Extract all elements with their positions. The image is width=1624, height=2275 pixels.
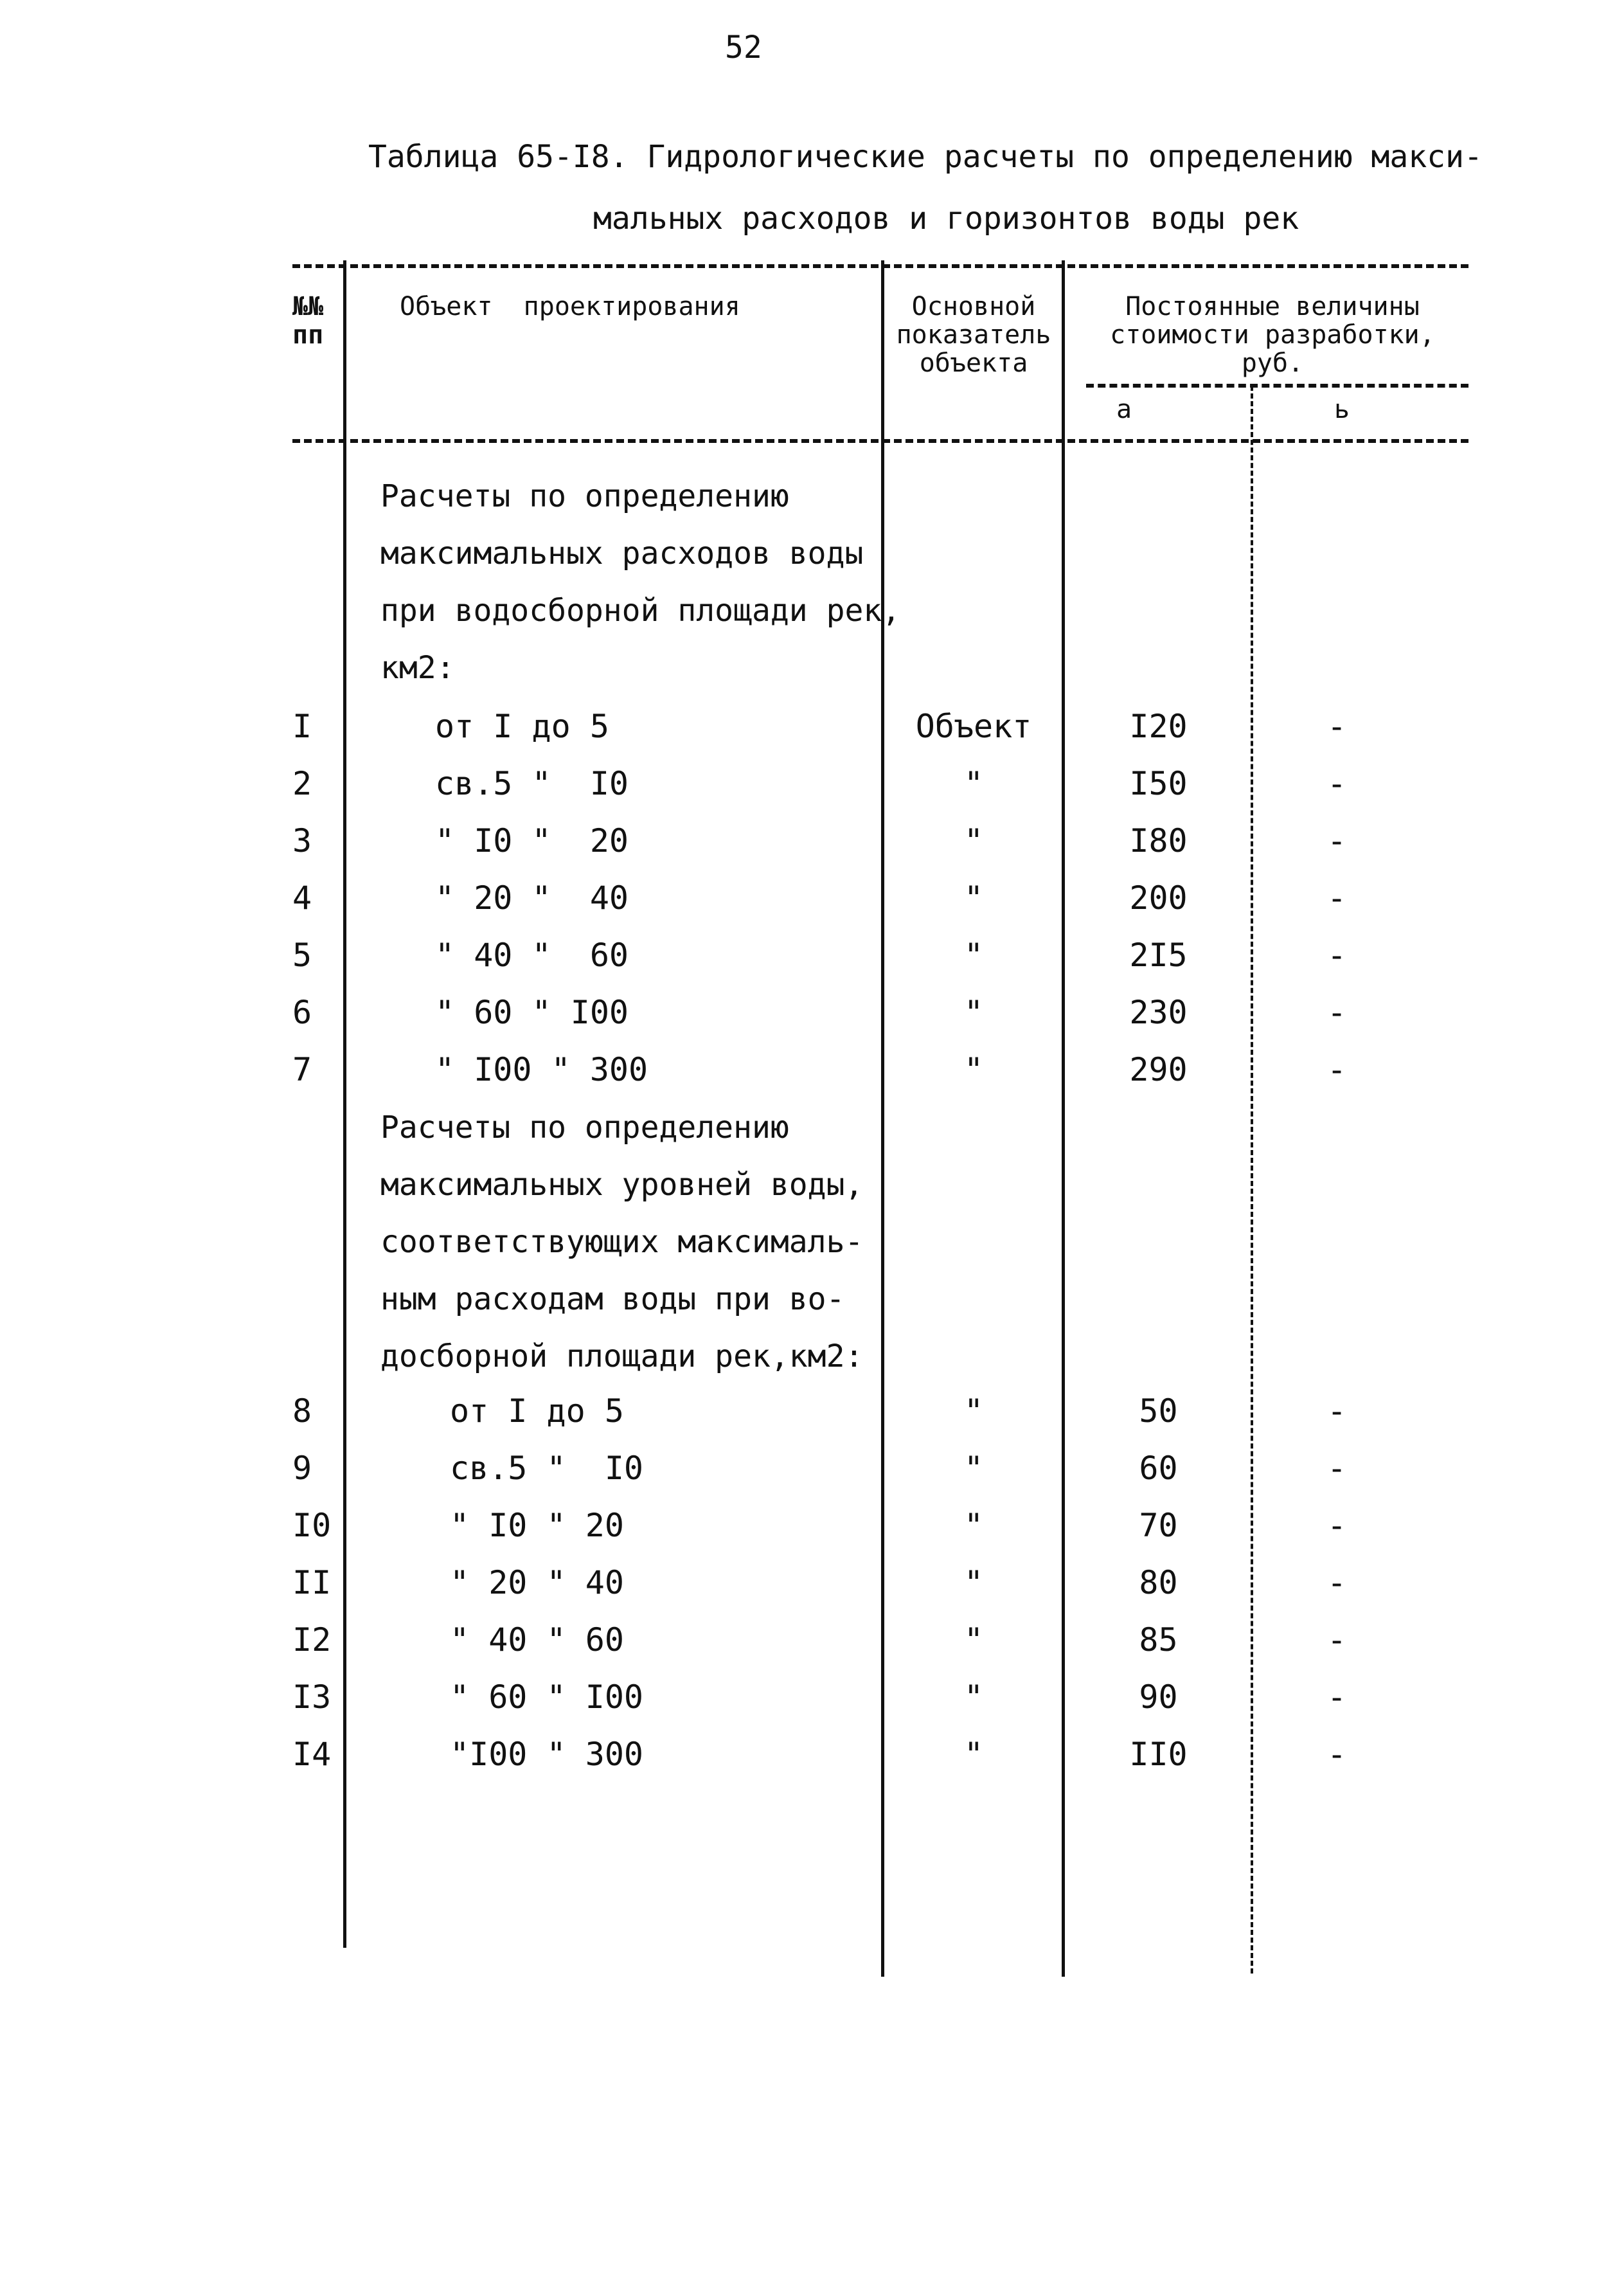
cell-a: I20 xyxy=(1129,708,1188,745)
cell-object: " I0 " 20 xyxy=(435,822,629,859)
cell-b: - xyxy=(1326,1736,1347,1773)
header-col-a: а xyxy=(1116,395,1132,424)
cell-a: 290 xyxy=(1129,1051,1188,1088)
column-divider-4 xyxy=(1251,386,1253,1974)
cell-a: 60 xyxy=(1139,1450,1178,1487)
cell-b: - xyxy=(1326,708,1347,745)
cell-a: 70 xyxy=(1139,1507,1178,1544)
cell-b: - xyxy=(1326,1507,1347,1544)
cell-b: - xyxy=(1326,937,1347,974)
cell-indicator: " xyxy=(963,1450,984,1487)
cell-num: I0 xyxy=(292,1507,332,1544)
column-divider-1 xyxy=(343,260,346,1948)
cell-indicator: " xyxy=(963,1678,984,1716)
cell-object: от I до 5 xyxy=(450,1392,624,1430)
cell-b: - xyxy=(1326,822,1347,859)
table-title-line-2: мальных расходов и горизонтов воды рек xyxy=(593,201,1299,237)
cell-num: 3 xyxy=(292,822,312,859)
cell-num: 9 xyxy=(292,1450,312,1487)
cell-num: 5 xyxy=(292,937,312,974)
cell-indicator: " xyxy=(963,1051,984,1088)
cell-a: 2I5 xyxy=(1129,937,1188,974)
cell-object: "I00 " 300 xyxy=(450,1736,644,1773)
cell-object: св.5 " I0 xyxy=(450,1450,644,1487)
header-cost: Постоянные величины стоимости разработки, руб. xyxy=(1110,292,1435,378)
cell-indicator: " xyxy=(963,937,984,974)
cell-object: " 40 " 60 xyxy=(435,937,629,974)
header-col-b: ь xyxy=(1334,395,1350,424)
cell-a: I50 xyxy=(1129,765,1188,802)
cell-num: 4 xyxy=(292,879,312,917)
cell-a: 50 xyxy=(1139,1392,1178,1430)
cell-object: св.5 " I0 xyxy=(435,765,629,802)
cell-num: I xyxy=(292,708,312,745)
cell-indicator: " xyxy=(963,1736,984,1773)
cell-num: 2 xyxy=(292,765,312,802)
cell-a: 90 xyxy=(1139,1678,1178,1716)
cell-b: - xyxy=(1326,1621,1347,1659)
header-object: Объект проектирования xyxy=(400,292,740,321)
table-top-rule xyxy=(292,264,1468,268)
cell-indicator: " xyxy=(963,879,984,917)
cell-object: " I00 " 300 xyxy=(435,1051,648,1088)
cell-indicator: " xyxy=(963,1564,984,1601)
cell-a: 85 xyxy=(1139,1621,1178,1659)
cell-num: I4 xyxy=(292,1736,332,1773)
page-number: 52 xyxy=(725,30,762,66)
cell-num: 8 xyxy=(292,1392,312,1430)
cell-a: 230 xyxy=(1129,994,1188,1031)
cell-num: 6 xyxy=(292,994,312,1031)
table-title-line-1: Таблица 65-I8. Гидрологические расчеты по определению макси- xyxy=(368,139,1483,175)
cell-a: 80 xyxy=(1139,1564,1178,1601)
cell-b: - xyxy=(1326,1564,1347,1601)
section-heading-1: Расчеты по определению максимальных расходов воды при водосборной площади рек, км2: xyxy=(380,478,901,686)
cell-object: от I до 5 xyxy=(435,708,609,745)
header-num: №№ пп xyxy=(292,292,324,350)
cell-indicator: " xyxy=(963,822,984,859)
cell-indicator: " xyxy=(963,1621,984,1659)
header-indicator: Основной показатель объекта xyxy=(896,292,1051,378)
cell-object: " 20 " 40 xyxy=(435,879,629,917)
cell-b: - xyxy=(1326,1392,1347,1430)
cell-b: - xyxy=(1326,1051,1347,1088)
cell-indicator: " xyxy=(963,994,984,1031)
cell-object: " 40 " 60 xyxy=(450,1621,624,1659)
cell-object: " I0 " 20 xyxy=(450,1507,624,1544)
cell-num: I3 xyxy=(292,1678,332,1716)
cell-a: I80 xyxy=(1129,822,1188,859)
cell-indicator: " xyxy=(963,1392,984,1430)
cell-b: - xyxy=(1326,879,1347,917)
cell-object: " 60 " I00 xyxy=(435,994,629,1031)
cell-num: II xyxy=(292,1564,332,1601)
section-heading-2: Расчеты по определению максимальных уровней воды, соответствующих максималь- ным расходам воды при во- досборной площади рек,км2: xyxy=(380,1110,864,1374)
cell-a: 200 xyxy=(1129,879,1188,917)
cell-indicator: " xyxy=(963,1507,984,1544)
cell-object: " 20 " 40 xyxy=(450,1564,624,1601)
cell-indicator: Объект xyxy=(915,708,1032,745)
cell-num: 7 xyxy=(292,1051,312,1088)
cell-indicator: " xyxy=(963,765,984,802)
cell-b: - xyxy=(1326,994,1347,1031)
cell-num: I2 xyxy=(292,1621,332,1659)
header-bottom-rule xyxy=(292,439,1468,443)
column-divider-3 xyxy=(1062,260,1065,1977)
cell-b: - xyxy=(1326,765,1347,802)
cell-b: - xyxy=(1326,1450,1347,1487)
cost-subheader-rule xyxy=(1086,384,1468,388)
cell-b: - xyxy=(1326,1678,1347,1716)
cell-a: II0 xyxy=(1129,1736,1188,1773)
cell-object: " 60 " I00 xyxy=(450,1678,644,1716)
